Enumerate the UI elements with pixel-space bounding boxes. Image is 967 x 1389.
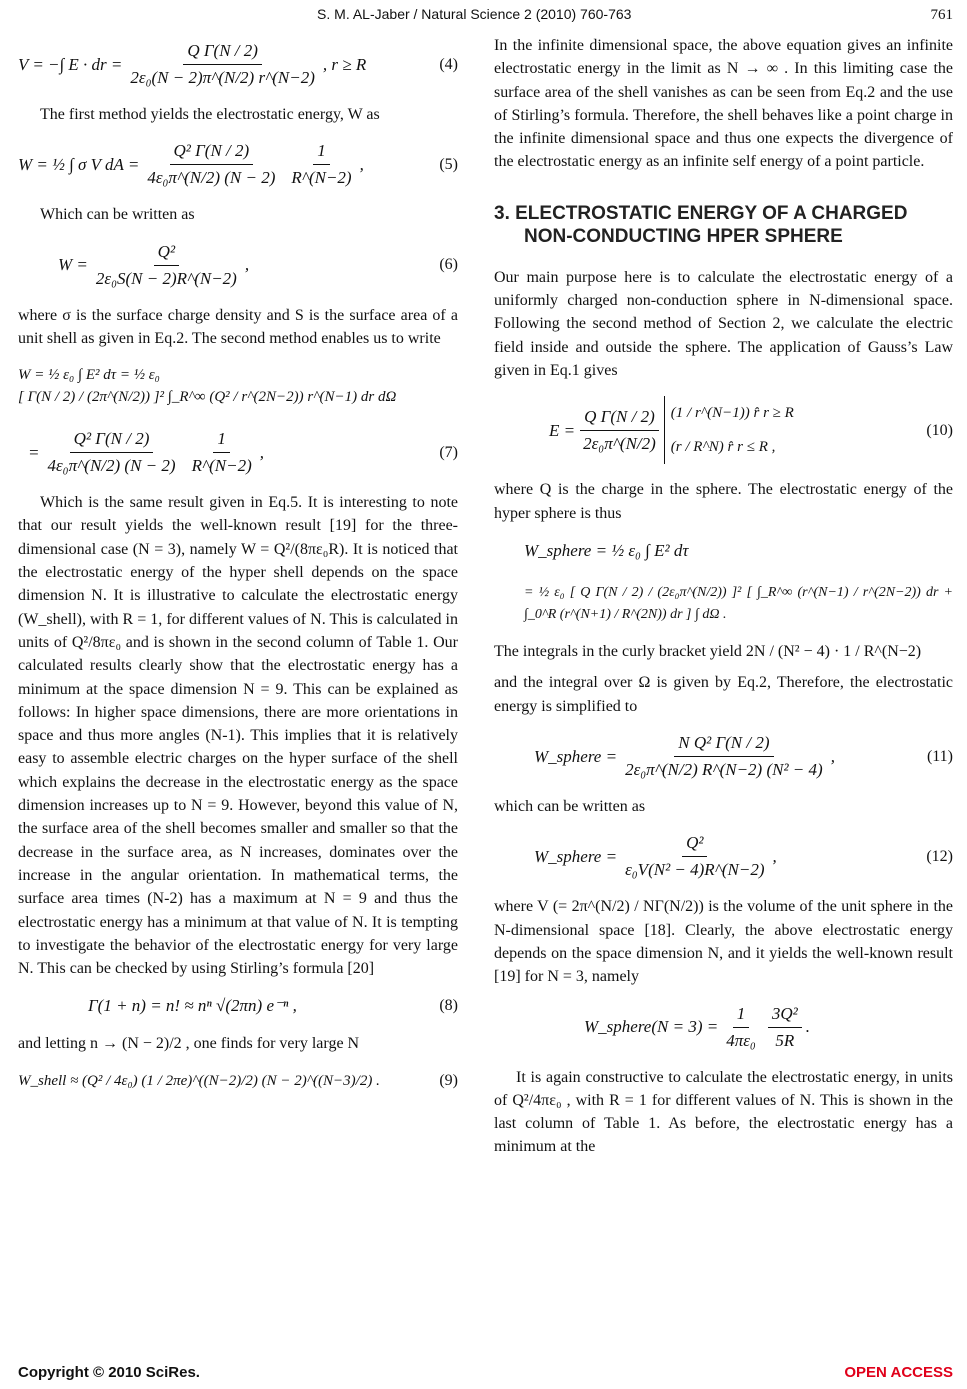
eq-content: [58, 241, 427, 290]
eq-content: [534, 732, 915, 781]
numerator: Q² Γ(N / 2): [70, 428, 154, 453]
equation-number: (5): [439, 156, 458, 174]
eq-tail: ,: [830, 746, 835, 766]
equation-number: (6): [439, 256, 458, 274]
numerator: Q Γ(N / 2): [580, 406, 659, 431]
eq-content: [524, 539, 953, 562]
cases: [664, 396, 794, 464]
denominator: 4ε₀π^(N/2) (N − 2): [47, 456, 176, 476]
denominator: 2ε₀π^(N/2) R^(N−2) (N² − 4): [625, 760, 823, 780]
fraction: [621, 732, 827, 781]
page-number: 761: [930, 7, 953, 23]
paragraph: The integrals in the curly bracket yield 2N / (N² − 4) · 1 / R^(N−2): [494, 643, 922, 661]
eq-content: [584, 1003, 953, 1052]
eq-content: [18, 1070, 427, 1092]
equation-number: (10): [926, 421, 953, 439]
paragraph: Our main purpose here is to calculate the electrostatic energy of a uniformly charged non-conduction sphere in N-dimensional space. Following the second method of Section 2, we calculate the electric field inside and outside the sphere. The application of Gauss’s Law given in Eq.1 gives: [494, 268, 953, 379]
eq-lhs: W =: [58, 255, 88, 275]
fraction: [188, 428, 256, 477]
fraction: [143, 140, 279, 189]
copyright-notice: Copyright © 2010 SciRes.: [18, 1364, 200, 1381]
eq-body: [ Γ(N / 2) / (2π^(N/2)) ]² ∫_R^∞ (Q² / r^(2N−2)) r^(N−1) dr dΩ: [18, 389, 397, 406]
fraction: [126, 40, 319, 89]
denominator: R^(N−2): [191, 456, 252, 476]
fraction: [92, 241, 241, 290]
two-column-body: [18, 30, 953, 1163]
equation-number: (4): [439, 55, 458, 73]
numerator: 1: [733, 1003, 750, 1028]
numerator: Q²: [682, 832, 707, 857]
eq-body: = ½ ε₀ [ Q Γ(N / 2) / (2ε₀π^(N/2)) ]² [ ∫_R^∞ (r^(N−1) / r^(2N−2)) dr + ∫_0^R (r^(N+1) / R^(2N)) dr ] ∫ dΩ .: [524, 585, 953, 623]
fraction: [621, 832, 768, 881]
equation-number: (12): [926, 848, 953, 866]
paragraph: It is again constructive to calculate the electrostatic energy, in units of Q²/4πε₀ , with R = 1 for different values of N. This is shown in the last column of Table 1. As before, the electrostatic energy has a minimum at the: [494, 1068, 953, 1156]
eq-tail: .: [805, 1017, 810, 1037]
right-column: [494, 30, 953, 1163]
equation-12: [494, 832, 953, 881]
equation-number: (8): [439, 997, 458, 1015]
paragraph: where V (= 2π^(N/2) / NΓ(N/2)) is the volume of the unit sphere in the N-dimensional space [18]. Clearly, the above electrostatic energy depends on the space dimension N, and it yields the well-known result [19] for N = 3, namely: [494, 898, 953, 986]
equation-10: [494, 396, 953, 464]
eq-content: [18, 364, 458, 408]
denominator: ε₀V(N² − 4)R^(N−2): [625, 860, 765, 880]
equation-sphere-n3: [494, 1003, 953, 1052]
numerator: N Q² Γ(N / 2): [674, 732, 773, 757]
equation-11: [494, 732, 953, 781]
equation-6: [18, 241, 458, 290]
fraction: [768, 1003, 802, 1052]
equation-9: [18, 1069, 458, 1092]
paragraph: The first method yields the electrostatic energy, W as: [40, 106, 380, 123]
denominator: 2ε₀S(N − 2)R^(N−2): [95, 268, 237, 288]
numerator: 3Q²: [768, 1003, 802, 1028]
eq-tail: , r ≥ R: [322, 54, 367, 74]
fraction: [579, 406, 660, 455]
equation-7-line-2: [18, 428, 458, 477]
paragraph: which can be written as: [494, 798, 646, 816]
running-header: S. M. AL-Jaber / Natural Science 2 (2010) 760-763: [317, 6, 632, 22]
eq-content: [534, 832, 914, 881]
denominator: 4ε₀π^(N/2) (N − 2): [147, 168, 276, 188]
eq-content: [18, 140, 427, 189]
eq-body: Γ(1 + n) = n! ≈ nⁿ √(2πn) e⁻ⁿ ,: [88, 996, 297, 1016]
eq-lhs: =: [28, 443, 40, 463]
paragraph: and letting n → (N − 2)/2 , one finds for very large N: [18, 1034, 360, 1052]
equation-5: [18, 140, 458, 189]
page-header: [18, 6, 953, 24]
equation-number: (11): [926, 747, 953, 765]
eq-tail: ,: [244, 255, 250, 275]
eq-lhs: W_sphere =: [534, 847, 618, 867]
numerator: 1: [213, 428, 230, 453]
equation-4: [18, 40, 458, 89]
case-outside: (1 / r^(N−1)) r̂ r ≥ R: [670, 405, 794, 422]
paragraph: where Q is the charge in the sphere. The electrostatic energy of the hyper sphere is thus: [494, 481, 953, 522]
eq-lhs: W_sphere =: [534, 746, 618, 766]
eq-body: W_shell ≈ (Q² / 4ε₀) (1 / 2πe)^((N−2)/2) (N − 2)^((N−3)/2) .: [18, 1072, 380, 1089]
eq-content: [28, 428, 427, 477]
eq-body: W_sphere = ½ ε₀ ∫ E² dτ: [524, 540, 689, 560]
eq-lhs: W = ½ ∫ σ V dA =: [18, 155, 140, 175]
numerator: 1: [313, 140, 330, 165]
left-column: [18, 30, 458, 1163]
eq-tail: ,: [772, 847, 777, 867]
eq-tail: ,: [259, 443, 265, 463]
section-heading: 3. ELECTROSTATIC ENERGY OF A CHARGED NON-CONDUCTING HPER SPHERE: [494, 202, 908, 247]
equation-sphere-line-1: [494, 539, 953, 562]
case-inside: (r / R^N) r̂ r ≤ R ,: [670, 439, 776, 456]
eq-lhs: E =: [549, 420, 576, 440]
paragraph: Which can be written as: [40, 206, 195, 224]
paragraph: In the infinite dimensional space, the above equation gives an infinite electrostatic energy in the limit as N → ∞ . In this limiting case the surface area of the shell vanishes as can be seen from Eq.2 and the use of Stirling’s formula. Therefore, the shell behaves like a point charge in the infinite dimensional space and thus one expects the divergence of the electrostatic energy as an infinite self energy of a point particle.: [494, 37, 953, 171]
numerator: Q Γ(N / 2): [183, 40, 262, 65]
denominator: 5R: [775, 1030, 795, 1050]
eq-lhs: W_sphere(N = 3) =: [584, 1017, 719, 1037]
equation-sphere-line-2: [494, 582, 953, 626]
denominator: 4πε₀: [726, 1030, 756, 1050]
numerator: Q² Γ(N / 2): [170, 140, 254, 165]
eq-content: [524, 582, 953, 626]
eq-content: [549, 396, 914, 464]
equation-number: (7): [439, 444, 458, 462]
equation-7-line-1: [18, 364, 458, 408]
denominator: 2ε₀(N − 2)π^(N/2) r^(N−2): [130, 68, 315, 87]
eq-content: [18, 40, 427, 89]
fraction: [43, 428, 179, 477]
eq-tail: ,: [359, 155, 364, 175]
paragraph: and the integral over Ω is given by Eq.2, Therefore, the electrostatic energy is simplified to: [494, 674, 953, 715]
fraction: [287, 140, 355, 189]
paragraph: where σ is the surface charge density and S is the surface area of a unit shell as given in Eq.2. The second method enables us to write: [18, 306, 458, 347]
eq-content: [88, 994, 427, 1017]
eq-lhs: W = ½ ε₀ ∫ E² dτ = ½ ε₀: [18, 367, 160, 384]
denominator: 2ε₀π^(N/2): [583, 433, 656, 453]
page-footer: [18, 1348, 953, 1381]
numerator: Q²: [154, 241, 179, 266]
eq-lhs: V = −∫ E · dr =: [18, 54, 123, 74]
paragraph: Which is the same result given in Eq.5. It is interesting to note that our result yields the well-known result [19] for the three-dimensional case (N = 3), namely W = Q²/(8πε₀R). It is noticed that the electrostatic energy of the hyper shell depends on the space dimension N. It is illustrative to calculate the electrostatic energy (W_shell), with R = 1, for different values of N. This is calculated in units of Q²/8πε₀ and is shown in the second column of Table 1. Our calculated results clearly show that the electrostatic energy has a minimum at the space dimension N = 9. This can be explained as follows: In higher space dimensions, there are more orientations in space and thus more angles (N-1). This implies that it is relatively easy to assemble electric charges on the hyper surface of the shell which explains the decrease in the electrostatic energy as the space dimension increases up to N = 9. However, beyond this value of N, the surface area of the shell becomes smaller and smaller so that the decrease in the surface area, as N increases, dominates over the increase in the angular orientation. In mathematical terms, the surface area times (N-2) has a maximum at N = 9 and thus the electrostatic energy has a minimum at that value of N. It is tempting to investigate the behavior of the electrostatic energy for very large N. This can be checked by using Stirling’s formula [20]: [18, 494, 458, 978]
equation-number: (9): [439, 1072, 458, 1090]
equation-8: [18, 994, 458, 1017]
fraction: [722, 1003, 760, 1052]
denominator: R^(N−2): [291, 168, 352, 188]
open-access-label: OPEN ACCESS: [844, 1364, 953, 1381]
